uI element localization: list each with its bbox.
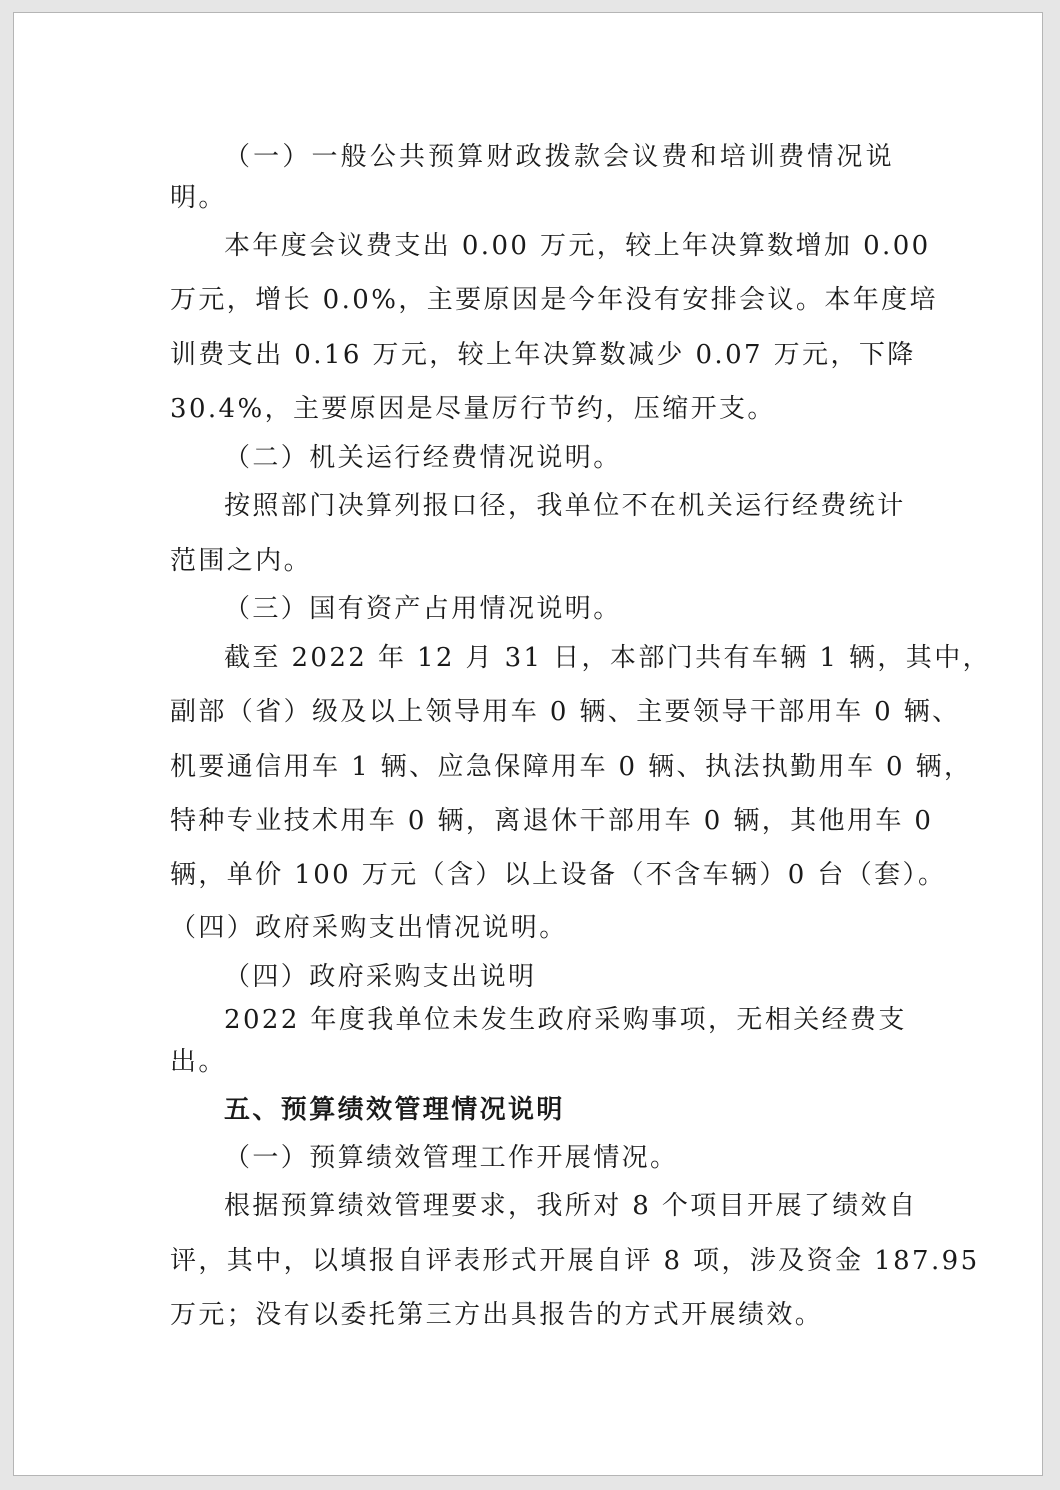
meeting-fee-paragraph-line-1: 本年度会议费支出 0.00 万元，较上年决算数增加 0.00: [224, 231, 931, 261]
heading-meeting-training-fees-cont: 明。: [170, 183, 227, 213]
state-assets-paragraph-line-1: 截至 2022 年 12 月 31 日，本部门共有车辆 1 辆，其中，: [224, 643, 991, 673]
meeting-fee-paragraph-line-4: 30.4%，主要原因是尽量厉行节约，压缩开支。: [170, 394, 776, 424]
operating-expenses-paragraph-line-2: 范围之内。: [170, 546, 313, 576]
state-assets-paragraph-line-4: 特种专业技术用车 0 辆，离退休干部用车 0 辆，其他用车 0: [170, 806, 934, 836]
performance-paragraph-line-2: 评，其中，以填报自评表形式开展自评 8 项，涉及资金 187.95: [170, 1246, 980, 1276]
state-assets-paragraph-line-2: 副部（省）级及以上领导用车 0 辆、主要领导干部用车 0 辆、: [170, 697, 961, 727]
operating-expenses-paragraph-line-1: 按照部门决算列报口径，我单位不在机关运行经费统计: [224, 491, 906, 521]
heading-procurement-2: （四）政府采购支出说明: [224, 962, 537, 992]
heading-operating-expenses: （二）机关运行经费情况说明。: [224, 443, 622, 473]
heading-state-assets: （三）国有资产占用情况说明。: [224, 594, 622, 624]
section-five-heading: 五、预算绩效管理情况说明: [224, 1095, 565, 1125]
procurement-paragraph-line-2: 出。: [170, 1047, 227, 1077]
state-assets-paragraph-line-5: 辆，单价 100 万元（含）以上设备（不含车辆）0 台（套）。: [170, 860, 947, 890]
heading-meeting-training-fees: （一）一般公共预算财政拨款会议费和培训费情况说: [224, 142, 894, 172]
meeting-fee-paragraph-line-2: 万元，增长 0.0%，主要原因是今年没有安排会议。本年度培: [170, 285, 938, 315]
procurement-paragraph-line-1: 2022 年度我单位未发生政府采购事项，无相关经费支: [224, 1005, 907, 1035]
meeting-fee-paragraph-line-3: 训费支出 0.16 万元，较上年决算数减少 0.07 万元，下降: [170, 340, 916, 370]
state-assets-paragraph-line-3: 机要通信用车 1 辆、应急保障用车 0 辆、执法执勤用车 0 辆，: [170, 752, 973, 782]
performance-paragraph-line-3: 万元；没有以委托第三方出具报告的方式开展绩效。: [170, 1300, 824, 1330]
heading-procurement-1: （四）政府采购支出情况说明。: [170, 913, 568, 943]
heading-performance-management: （一）预算绩效管理工作开展情况。: [224, 1143, 679, 1173]
performance-paragraph-line-1: 根据预算绩效管理要求，我所对 8 个项目开展了绩效自: [224, 1191, 918, 1221]
